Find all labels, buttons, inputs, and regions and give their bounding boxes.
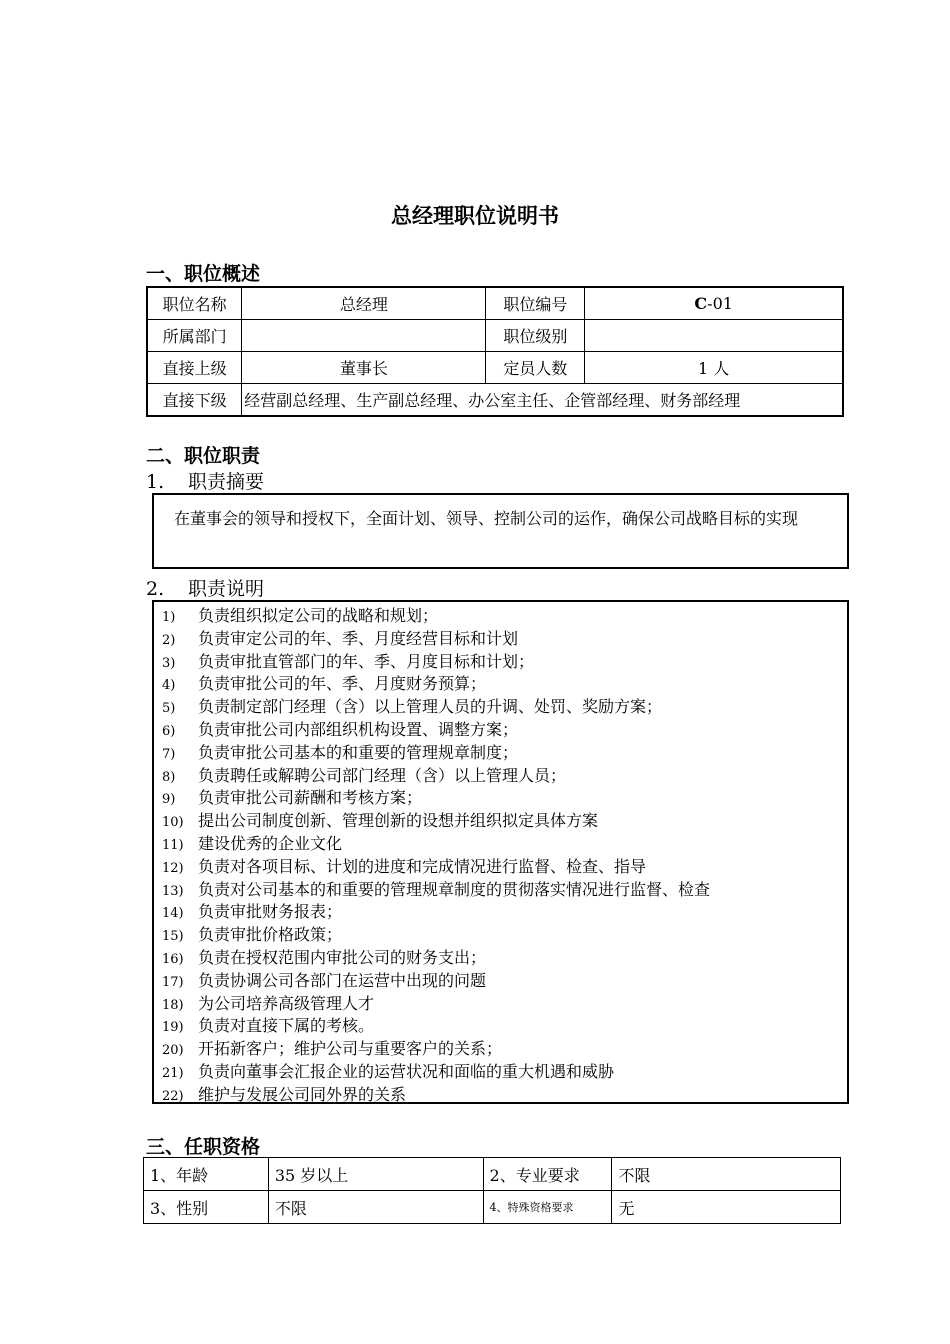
table-cell-value: 经营副总经理、生产副总经理、办公室主任、企管部经理、财务部经理: [242, 384, 843, 417]
list-item-text: 维护与发展公司同外界的关系: [198, 1084, 407, 1104]
table-row: [144, 1158, 841, 1191]
list-item: [154, 1015, 847, 1038]
list-item: [154, 833, 847, 856]
subheading-label: 职责摘要: [188, 471, 265, 493]
list-item: [154, 856, 847, 879]
table-cell-value: 不限: [612, 1158, 841, 1191]
table-cell-value: 不限: [268, 1191, 483, 1224]
list-item-number: 11): [162, 837, 184, 853]
list-item-number: 21): [162, 1065, 184, 1081]
table-cell-value: 35 岁以上: [268, 1158, 483, 1191]
list-item: [154, 1038, 847, 1061]
overview-table: [146, 286, 844, 417]
list-item-text: 负责对各项目标、计划的进度和完成情况进行监督、检查、指导: [198, 856, 647, 876]
table-row: [144, 1191, 841, 1224]
list-item: [154, 719, 847, 742]
list-item-number: 12): [162, 860, 184, 876]
list-item-number: 3): [162, 655, 176, 671]
table-cell-value: [242, 320, 486, 352]
table-cell-label: 定员人数: [486, 352, 585, 384]
list-item-text: 负责向董事会汇报企业的运营状况和面临的重大机遇和威胁: [198, 1061, 615, 1081]
list-item-number: 9): [162, 792, 176, 808]
list-item-text: 负责审批财务报表；: [198, 902, 343, 922]
list-item: [154, 765, 847, 788]
qualification-table: [143, 1157, 841, 1224]
list-item-number: 14): [162, 906, 184, 922]
list-item-number: 8): [162, 769, 176, 785]
table-cell-label: 2、专业要求: [483, 1158, 612, 1191]
list-item-number: 5): [162, 701, 176, 717]
list-item: [154, 651, 847, 674]
table-cell-label: 职位编号: [486, 287, 585, 320]
duty-list: [152, 600, 849, 1104]
list-item-number: 7): [162, 746, 176, 762]
list-item-number: 1): [162, 610, 176, 625]
list-item: [154, 970, 847, 993]
table-cell-label: 职位级别: [486, 320, 585, 352]
list-item-text: 为公司培养高级管理人才: [198, 993, 375, 1013]
table-row: [147, 287, 843, 320]
list-item: [154, 924, 847, 947]
table-cell-value: 1 人: [585, 352, 843, 384]
list-item-number: 20): [162, 1043, 184, 1059]
subheading-number: 1.: [146, 471, 165, 493]
table-cell-value: 无: [612, 1191, 841, 1224]
table-cell-label: 直接上级: [147, 352, 242, 384]
table-cell-value: 总经理: [242, 287, 486, 320]
table-cell-label: 4、特殊资格要求: [483, 1191, 612, 1224]
list-item: [154, 879, 847, 902]
list-item-text: 负责审批公司薪酬和考核方案；: [198, 788, 423, 808]
table-cell-value: [585, 287, 843, 320]
list-item-text: 负责审批公司的年、季、月度财务预算；: [198, 674, 487, 694]
table-cell-value: [585, 320, 843, 352]
list-item-number: 18): [162, 997, 184, 1013]
list-item-text: 负责组织拟定公司的战略和规划；: [198, 606, 439, 625]
list-item: [154, 673, 847, 696]
list-item-text: 负责协调公司各部门在运营中出现的问题: [198, 970, 487, 990]
list-item-text: 建设优秀的企业文化: [198, 833, 343, 853]
list-item: [154, 696, 847, 719]
list-item-text: 负责制定部门经理（含）以上管理人员的升调、处罚、奖励方案；: [198, 697, 663, 717]
section-heading-duties: 二、职位职责: [146, 445, 261, 467]
section-heading-qualifications: 三、任职资格: [146, 1136, 261, 1158]
list-item-text: 负责在授权范围内审批公司的财务支出；: [198, 947, 487, 967]
list-item-number: 22): [162, 1088, 184, 1104]
table-cell-label: 职位名称: [147, 287, 242, 320]
section-heading-overview: 一、职位概述: [146, 263, 261, 285]
list-item: [154, 1061, 847, 1084]
position-code-number: -01: [707, 294, 733, 313]
list-item-number: 13): [162, 883, 184, 899]
duty-summary-text: 在董事会的领导和授权下，全面计划、领导、控制公司的运作，确保公司战略目标的实现: [174, 509, 799, 528]
list-item-text: 负责审批公司内部组织机构设置、调整方案；: [198, 719, 519, 739]
position-code-prefix: C: [694, 294, 708, 313]
list-item-number: 10): [162, 815, 184, 831]
list-item-number: 15): [162, 929, 184, 945]
list-item: [154, 901, 847, 924]
table-row: [147, 320, 843, 352]
list-item-number: 17): [162, 974, 184, 990]
table-row: [147, 352, 843, 384]
list-item-number: 19): [162, 1020, 184, 1036]
table-cell-value: 董事长: [242, 352, 486, 384]
list-item: [154, 742, 847, 765]
list-item-number: 4): [162, 678, 176, 694]
list-item-number: 16): [162, 951, 184, 967]
list-item-text: 开拓新客户；维护公司与重要客户的关系；: [198, 1039, 503, 1059]
table-cell-label: 直接下级: [147, 384, 242, 417]
duty-summary-box: [152, 493, 849, 569]
list-item-number: 6): [162, 723, 176, 739]
list-item: [154, 947, 847, 970]
list-item-number: 2): [162, 632, 176, 648]
subheading-details: [146, 574, 264, 601]
list-item: [154, 605, 847, 628]
subheading-number: 2.: [146, 578, 165, 600]
list-item: [154, 1084, 847, 1107]
list-item: [154, 787, 847, 810]
list-item-text: 负责聘任或解聘公司部门经理（含）以上管理人员；: [198, 765, 567, 785]
table-cell-label: 1、年龄: [144, 1158, 269, 1191]
page-title: 总经理职位说明书: [391, 204, 559, 228]
list-item-text: 负责对公司基本的和重要的管理规章制度的贯彻落实情况进行监督、检查: [198, 879, 711, 899]
table-cell-label: 所属部门: [147, 320, 242, 352]
table-row: [147, 384, 843, 417]
list-item-text: 负责审定公司的年、季、月度经营目标和计划: [198, 628, 519, 648]
list-item-text: 负责对直接下属的考核。: [198, 1016, 375, 1036]
list-item-text: 提出公司制度创新、管理创新的设想并组织拟定具体方案: [198, 811, 599, 831]
list-item-text: 负责审批直管部门的年、季、月度目标和计划；: [198, 651, 535, 671]
list-item: [154, 993, 847, 1016]
list-item-text: 负责审批公司基本的和重要的管理规章制度；: [198, 742, 519, 762]
subheading-summary: [146, 467, 264, 494]
subheading-label: 职责说明: [188, 578, 265, 600]
list-item-text: 负责审批价格政策；: [198, 925, 343, 945]
list-item: [154, 810, 847, 833]
table-cell-label: 3、性别: [144, 1191, 269, 1224]
list-item: [154, 628, 847, 651]
